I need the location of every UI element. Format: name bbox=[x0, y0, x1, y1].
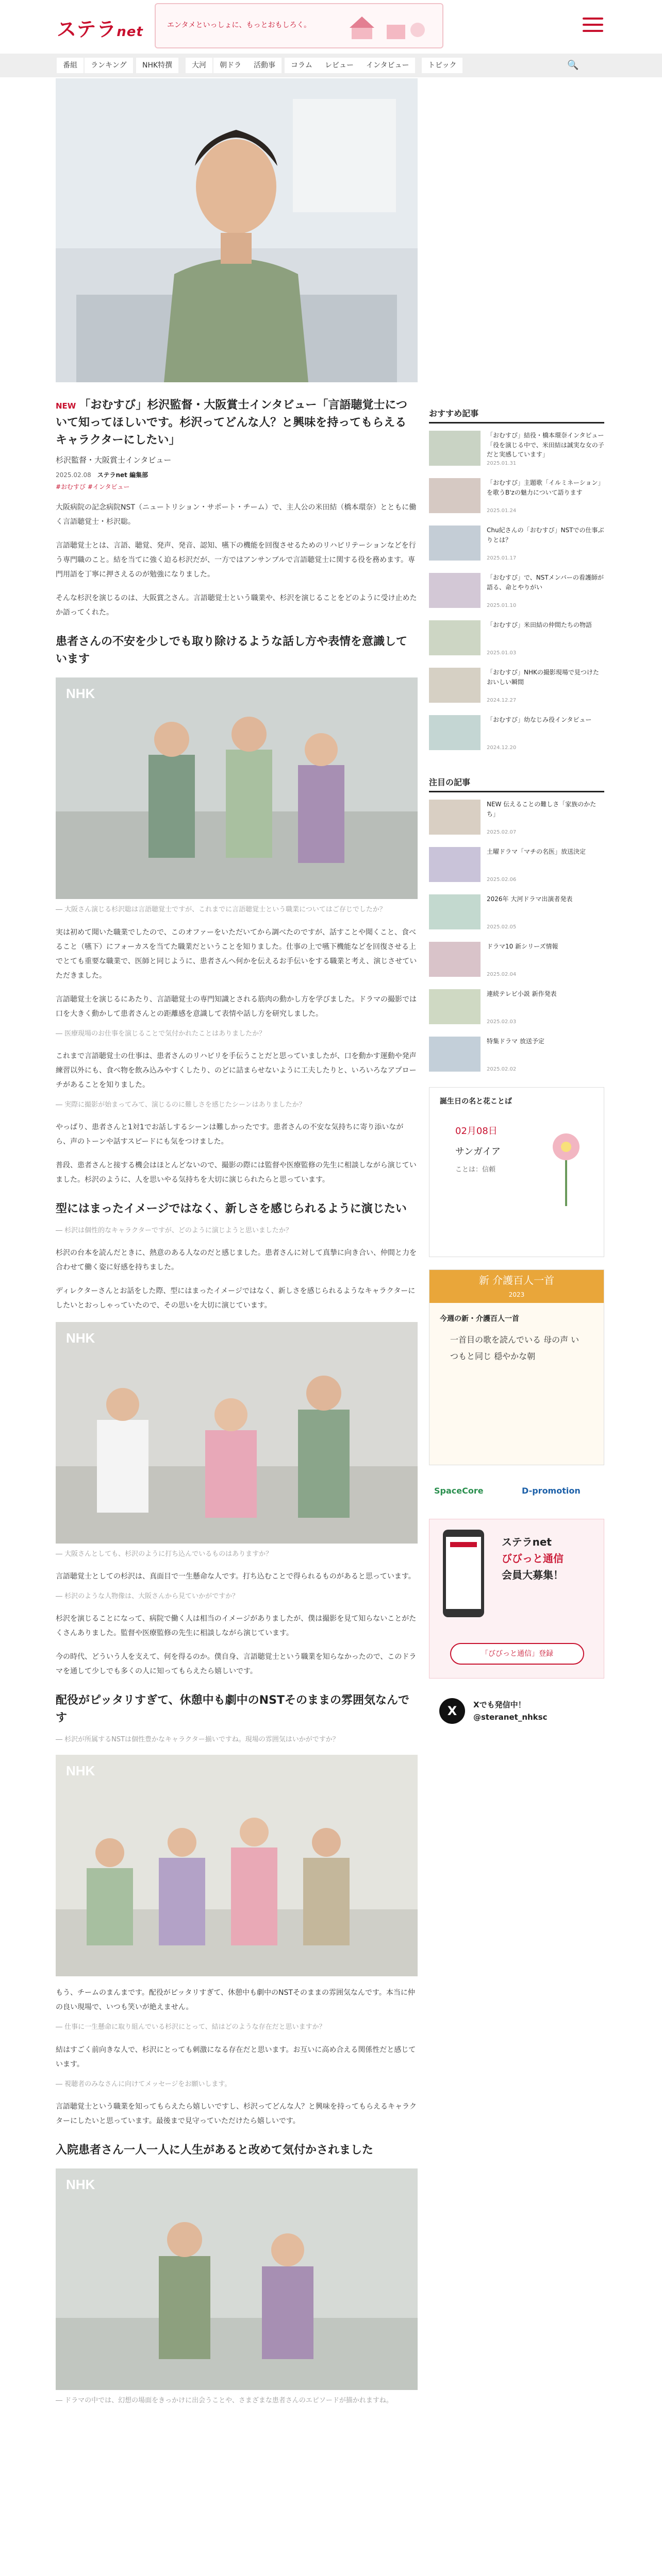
interview-question: ― 実際に撮影が始まってみて、演じるのに難しさを感じたシーンはありましたか？ bbox=[56, 1100, 306, 1109]
scene-photo bbox=[56, 2168, 418, 2390]
notice-item[interactable]: 2026年 大河ドラマ出演者発表 2025.02.05 bbox=[429, 894, 604, 935]
paragraph: ディレクターさんとお話をした際、型にはまったイメージではなく、新しさを感じられるようなキャラクターにしたいとおっしゃっていたので、その思いを大切に演じています。 bbox=[56, 1286, 416, 1310]
sidebar bbox=[429, 407, 604, 1737]
paragraph: 言語聴覚士とは、言語、聴覚、発声、発音、認知、嚥下の機能を回復させるためのリハビリテーションなどを行う専門職のこと。結を当てに強く迫る杉沢だが、一方ではアンサンブルで言語聴覚士に関する役を務めます。専門用語を丁寧に押さえるのが勉強になりました。 bbox=[56, 541, 416, 579]
interview-question: ― ドラマの中では、幻想の場面をきっかけに出会うことや、さまざまな患者さんのエピソードが描かれますね。 bbox=[56, 2396, 393, 2404]
scene-illustration bbox=[56, 2168, 418, 2390]
sponsors bbox=[429, 1478, 604, 1509]
nav-item[interactable]: レビュー bbox=[319, 58, 360, 73]
thumbnail bbox=[429, 894, 481, 929]
notice-item[interactable]: 土曜ドラマ「マチの名医」放送決定 2025.02.06 bbox=[429, 847, 604, 887]
interview-question: ― 杉沢は個性的なキャラクターですが、どのように演じようと思いましたか？ bbox=[56, 1226, 292, 1234]
birthday-date: 02月08日 bbox=[455, 1126, 498, 1137]
haiku-subtitle: 今週の新・介護百人一首 bbox=[440, 1315, 519, 1323]
nav-item[interactable]: NHK特撰 bbox=[136, 58, 178, 73]
paragraph: 大阪病院の記念病院NST（ニュートリション・サポート・チーム）で、主人公の米田結（橋本環奈）とともに働く言語聴覚士・杉沢聡。 bbox=[56, 503, 417, 527]
twitter-box[interactable] bbox=[429, 1691, 604, 1737]
paragraph: 実は初めて聞いた職業でしたので、このオファーをいただいてから調べたのですが、話すことや聞くこと、食べること（嚥下）にフォーカスを当てた職業だということを知りました。仕事の上で嚥下機能などを回復させる上でとても重要な職業で、医師と同じように、患者さんへ何かを伝えるお手伝いをする職業と考え、演じさせていただきました。 bbox=[56, 928, 417, 980]
flower-meaning: ことは：信頼 bbox=[455, 1166, 496, 1174]
site-logo[interactable]: ステラnet bbox=[57, 18, 143, 41]
thumbnail bbox=[429, 942, 481, 977]
header-banner[interactable] bbox=[155, 3, 443, 48]
recommended-item[interactable]: 「おむすび」主題歌「イルミネーション」を歌うB'zの魅力について語ります 2025.01.24 bbox=[429, 478, 604, 518]
article-tags[interactable]: #おむすび #インタビュー bbox=[56, 483, 130, 491]
promo-sub: びびっと通信 bbox=[502, 1552, 564, 1565]
interview-question: ― 医療現場のお仕事を演じることで気付かれたことはありましたか？ bbox=[56, 1029, 266, 1038]
nav-item[interactable]: トピック bbox=[422, 58, 462, 73]
flower-icon bbox=[538, 1118, 594, 1211]
sponsor-logo[interactable]: D-promotion bbox=[522, 1486, 581, 1496]
header bbox=[0, 0, 662, 54]
birthday-flower-heading: 誕生日の名と花ことば bbox=[440, 1097, 512, 1106]
hero-image bbox=[56, 78, 418, 382]
notice-item[interactable]: 連続テレビ小説 新作発表 2025.02.03 bbox=[429, 989, 604, 1029]
section-heading: 配役がピッタリすぎて、休憩中も劇中のNSTそのままの雰囲気なんです bbox=[56, 1694, 409, 1725]
section-heading: 患者さんの不安を少しでも取り除けるような話し方や表情を意識しています bbox=[56, 635, 408, 666]
x-icon: X bbox=[439, 1698, 465, 1724]
recommended-item[interactable]: 「おむすび」で、NSTメンバーの看護師が語る、命とやりがい 2025.01.10 bbox=[429, 573, 604, 613]
haiku-text: 一首目の歌を読んでいる 母の声 いつもと同じ 穏やかな朝 bbox=[450, 1335, 580, 1361]
paragraph: 言語聴覚士を演じるにあたり、言語聴覚士の専門知識とされる筋肉の動かし方を学びました。ドラマの撮影では口を大きく動かして患者さんとの距離感を意識して表情や話し方を研究しました。 bbox=[56, 995, 417, 1018]
thumbnail bbox=[429, 668, 481, 703]
notice-item[interactable]: NEW 伝えることの難しさ「家族のかたち」 2025.02.07 bbox=[429, 800, 604, 840]
scene-illustration bbox=[56, 1755, 418, 1976]
svg-text:NHK: NHK bbox=[66, 686, 95, 702]
thumbnail bbox=[429, 431, 481, 466]
notice-item[interactable]: 特集ドラマ 放送予定 2025.02.02 bbox=[429, 1037, 604, 1077]
nav-item[interactable]: コラム bbox=[285, 58, 319, 73]
interview-question: ― 大阪さん演じる杉沢聡は言語聴覚士ですが、これまでに言語聴覚士という職業についてはご存じでしたか？ bbox=[56, 906, 386, 914]
haiku-box[interactable] bbox=[429, 1269, 604, 1465]
recommended-item[interactable]: 「おむすび」結役・橋本環奈インタビュー「役を演じる中で、米田結は誠実な女の子だと実感しています」 2025.01.31 bbox=[429, 431, 604, 471]
scene-photo bbox=[56, 677, 418, 899]
interview-question: ― 杉沢のような人物像は、大阪さんから見ていかがですか？ bbox=[56, 1592, 239, 1601]
search-icon[interactable]: 🔍 bbox=[567, 60, 579, 71]
scene-photo bbox=[56, 1755, 418, 1976]
paragraph: 結はすごく前向きな人で、杉沢にとっても刺激になる存在だと思います。お互いに高め合える関係性だと感じています。 bbox=[56, 2045, 416, 2069]
twitter-handle: @steranet_nhksc bbox=[473, 1713, 548, 1722]
thumbnail bbox=[429, 526, 481, 561]
notice-item[interactable]: ドラマ10 新シリーズ情報 2025.02.04 bbox=[429, 942, 604, 982]
scene-illustration bbox=[56, 677, 418, 899]
recommended-item[interactable]: 「おむすび」NHKの撮影現場で見つけたおいしい瞬間 2024.12.27 bbox=[429, 668, 604, 708]
thumbnail bbox=[429, 715, 481, 750]
hero-illustration bbox=[56, 78, 418, 382]
section-heading: 入院患者さん一人一人に人生があると改めて気付かされました bbox=[56, 2143, 374, 2157]
thumbnail bbox=[429, 573, 481, 608]
nav-item[interactable]: 大河 bbox=[186, 58, 212, 73]
thumbnail bbox=[429, 989, 481, 1024]
promo-sub2: 会員大募集！ bbox=[502, 1569, 564, 1581]
nav-item[interactable]: ランキング bbox=[85, 58, 133, 73]
interview-question: ― 杉沢が所属するNSTは個性豊かなキャラクター揃いですね。現場の雰囲気はいかがですか？ bbox=[56, 1736, 339, 1744]
paragraph: 今の時代、どういう人を支えて、何を得るのか。僕自身、言語聴覚士という職業を知らなかったので、このドラマを通して少しでも多くの人に知ってもらえたら嬉しいです。 bbox=[56, 1653, 417, 1676]
menu-icon[interactable] bbox=[583, 18, 603, 33]
article-title: NEW 「おむすび」杉沢監督・大阪賞士インタビュー「言語聴覚士について知ってほしいです。杉沢ってどんな人？と興味を持ってもらえるキャラクターにしたい」 bbox=[56, 399, 408, 447]
recommended-heading: おすすめ記事 bbox=[429, 407, 604, 423]
interview-question: ― 視聴者のみなさんに向けてメッセージをお願いします。 bbox=[56, 2080, 231, 2088]
paragraph: 杉沢を演じることになって、病院で働く人は相当のイメージがありましたが、僕は撮影を見て知らないことがたくさんありました。監督や医療監修の先生に相談しながら演じています。 bbox=[56, 1615, 417, 1638]
promo-title: ステラnet bbox=[502, 1536, 552, 1548]
recommended-item[interactable]: Chu紀さんの「おむすび」NSTでの仕事ぶりとは？ 2025.01.17 bbox=[429, 526, 604, 566]
svg-text:NHK: NHK bbox=[66, 2176, 95, 2192]
twitter-label: Xでも発信中！ bbox=[473, 1700, 526, 1709]
scene-photo bbox=[56, 1322, 418, 1544]
svg-text:NHK: NHK bbox=[66, 1763, 95, 1779]
recommended-item[interactable]: 「おむすび」幼なじみ役インタビュー 2024.12.20 bbox=[429, 715, 604, 755]
paragraph: もう、チームのまんまです。配役がピッタリすぎて、休憩中も劇中のNSTそのままの雰囲気なんです。本当に仲の良い現場で、いつも笑いが絶えません。 bbox=[56, 1989, 415, 2012]
birthday-flower-box bbox=[429, 1087, 604, 1257]
banner-illustration bbox=[345, 10, 433, 42]
thumbnail bbox=[429, 847, 481, 882]
nav-item[interactable]: 朝ドラ bbox=[213, 58, 247, 73]
article bbox=[56, 397, 418, 2406]
paragraph: 普段、患者さんと接する機会はほとんどないので、撮影の際には監督や医療監修の先生に相談しながら演じていました。杉沢のように、人を思いやる気持ちを大切に演じられたらと思っています。 bbox=[56, 1161, 417, 1184]
sponsor-logo[interactable]: SpaceCore bbox=[434, 1486, 484, 1496]
phone-illustration bbox=[438, 1530, 489, 1622]
newsletter-promo bbox=[429, 1519, 604, 1679]
nav-item[interactable]: インタビュー bbox=[360, 58, 415, 73]
thumbnail bbox=[429, 478, 481, 513]
recommended-item[interactable]: 「おむすび」米田結の仲間たちの物語 2025.01.03 bbox=[429, 620, 604, 660]
thumbnail bbox=[429, 800, 481, 835]
paragraph: これまで言語聴覚士の仕事は、患者さんのリハビリを手伝うことだと思っていましたが、口を動かす運動や発声練習以外にも、食べ物を飲み込みやすくしたり、のどに詰まらせないように工夫したりと、いろいろなアプローチがあることを知りました。 bbox=[56, 1052, 417, 1089]
section-heading: 型にはまったイメージではなく、新しさを感じられるように演じたい bbox=[56, 1202, 407, 1215]
paragraph: 言語聴覚士としての杉沢は、真面目で一生懸命な人です。打ち込むことで得られるものがあると思っています。 bbox=[56, 1572, 416, 1581]
interview-question: ― 仕事に一生懸命に取り組んでいる杉沢にとって、結はどのような存在だと思いますか？ bbox=[56, 2023, 326, 2031]
interview-question: ― 大阪さんとしても、杉沢のように打ち込んでいるものはありますか？ bbox=[56, 1550, 273, 1558]
thumbnail bbox=[429, 620, 481, 655]
paragraph: 杉沢の台本を読んだときに、熱意のある人なのだと感じました。患者さんに対して真摯に向き合い、仲間と力を合わせて働く姿に好感を持ちました。 bbox=[56, 1248, 417, 1272]
notice-heading: 注目の記事 bbox=[429, 776, 604, 792]
new-badge: NEW bbox=[56, 401, 76, 411]
article-subtitle: 杉沢監督・大阪賞士インタビュー bbox=[56, 455, 172, 465]
thumbnail bbox=[429, 1037, 481, 1072]
haiku-banner: 新 介護百人一首 2023 bbox=[429, 1270, 604, 1303]
byline: 2025.02.08 ステラnet 編集部 bbox=[56, 471, 148, 479]
nav-item[interactable]: 番組 bbox=[57, 58, 84, 73]
category-nav bbox=[0, 54, 662, 77]
paragraph: 言語聴覚士という職業を知ってもらえたら嬉しいですし、杉沢ってどんな人？と興味を持ってもらえるキャラクターにしたいと思っています。最後まで見守っていただけたら嬉しいです。 bbox=[56, 2102, 417, 2125]
paragraph: やっぱり、患者さんと1対1でお話しするシーンは難しかったです。患者さんの不安な気持ちに寄り添いながら、声のトーンや話すスピードにも気をつけました。 bbox=[56, 1123, 404, 1146]
paragraph: そんな杉沢を演じるのは、大阪賞之さん。言語聴覚士という職業や、杉沢を演じることをどのように受け止めたか語ってくれた。 bbox=[56, 594, 417, 617]
newsletter-button[interactable]: 「びびっと通信」登録 bbox=[450, 1643, 584, 1665]
svg-text:NHK: NHK bbox=[66, 1330, 95, 1346]
birthday-flower: サンガイア bbox=[455, 1146, 501, 1157]
banner-text: エンタメといっしょに、もっとおもしろく。 bbox=[167, 21, 311, 29]
scene-illustration bbox=[56, 1322, 418, 1544]
nav-item[interactable]: 活動事 bbox=[247, 58, 282, 73]
